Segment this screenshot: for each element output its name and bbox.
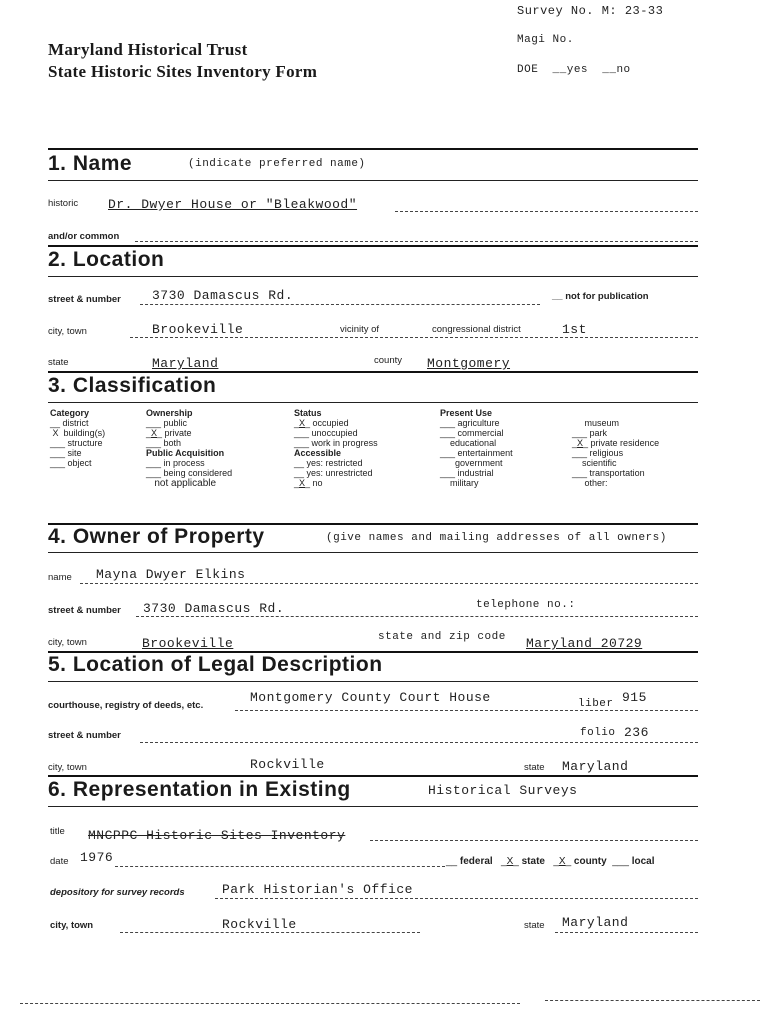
check-item: _X_ private [146,428,192,438]
section6-heading-tail: Historical Surveys [428,783,578,798]
check-item: ___ commercial [440,428,504,438]
check-item: ___ park [572,428,608,438]
survey-title-label: title [50,826,65,837]
status-column: Status _X_ occupied ___ unoccupied ___ work in progress Accessible __ yes: restricted __ yes: unrestricted _X_ no [294,408,378,488]
depository-state-label: state [524,920,545,931]
depository-value: Park Historian's Office [222,882,413,897]
section5-heading: 5. Location of Legal Description [48,653,383,676]
street-value: 3730 Damascus Rd. [152,288,294,303]
section3-heading: 3. Classification [48,374,217,397]
historic-value: Dr. Dwyer House or "Bleakwood" [108,197,358,212]
courthouse-value: Montgomery County Court House [250,690,491,705]
check-item: ___ religious [572,448,624,458]
magi-number-label: Magi No. [517,34,574,46]
check-item: not applicable [154,478,217,489]
section1-heading: 1. Name [48,152,133,175]
section6-heading: 6. Representation in Existing [48,778,351,801]
legal-state-label: state [524,762,545,773]
legal-street-label: street & number [48,730,121,741]
check-item: _X_ no [294,478,323,488]
folio-label: folio [580,727,616,739]
check-item: ___ unoccupied [294,428,358,438]
check-item: __ yes: restricted [294,458,363,468]
survey-date-label: date [50,856,69,867]
check-item: ___ site [50,448,82,458]
vicinity-label: vicinity of [340,324,380,335]
section4-note: (give names and mailing addresses of all owners) [326,532,667,544]
check-item: ___ object [50,458,92,468]
survey-level-checks: __ federal _X_ state _X_ county ___ local [446,856,655,867]
owner-name-label: name [48,572,72,583]
check-item: ___ both [146,438,182,448]
state-zip-label: state and zip code [378,631,506,643]
check-item: ___ work in progress [294,438,378,448]
depository-city-value: Rockville [222,917,297,932]
owner-street-value: 3730 Damascus Rd. [143,601,285,616]
check-item: ___ public [146,418,188,428]
check-item: ___ industrial [440,468,494,478]
present-use-column1: Present Use ___ agriculture ___ commercial educational ___ entertainment government ___ industrial military [440,408,513,488]
category-column: Category __ district X building(s) ___ structure ___ site ___ object [50,408,106,468]
county-label: county [374,355,402,366]
owner-name-value: Mayna Dwyer Elkins [96,567,246,582]
owner-street-label: street & number [48,605,121,616]
not-for-publication: __ not for publication [552,291,649,302]
check-item: scientific [582,458,617,468]
historic-label: historic [48,198,79,209]
depository-city-label: city, town [50,920,94,931]
survey-number: Survey No. M: 23-33 [517,4,664,18]
state-zip-value: Maryland 20729 [526,636,643,651]
legal-city-value: Rockville [250,757,325,772]
legal-city-label: city, town [48,762,87,773]
ownership-column: Ownership ___ public _X_ private ___ both Public Acquisition ___ in process ___ being considered not applicable [146,408,233,489]
check-item: ___ transportation [572,468,645,478]
courthouse-label: courthouse, registry of deeds, etc. [48,700,204,711]
check-item: __ yes: unrestricted [294,468,373,478]
form-title-line1: Maryland Historical Trust [48,40,248,59]
legal-state-value: Maryland [562,759,629,774]
check-item: government [455,458,503,468]
city-label: city, town [48,326,87,337]
liber-label: liber [578,698,614,710]
survey-date-value: 1976 [80,850,114,865]
check-item: military [450,478,479,488]
present-use-column2 [572,408,659,488]
liber-value: 915 [622,690,647,705]
congressional-value: 1st [562,322,587,337]
check-item: museum [584,418,620,428]
check-item: _X_ occupied [294,418,349,428]
section2-heading: 2. Location [48,248,165,271]
doe-field: DOE __yes __no [517,64,631,76]
check-item: ___ being considered [146,468,233,478]
owner-city-value: Brookeville [142,636,234,651]
city-value: Brookeville [152,322,244,337]
state-value: Maryland [152,356,219,371]
telephone-label: telephone no.: [476,599,576,611]
check-item: ___ agriculture [440,418,500,428]
depository-state-value: Maryland [562,915,629,930]
check-item: educational [450,438,497,448]
check-item: ___ entertainment [440,448,513,458]
section1-note: (indicate preferred name) [188,158,366,170]
check-item: ___ in process [146,458,205,468]
common-label: and/or common [48,231,120,242]
county-value: Montgomery [427,356,511,371]
owner-city-label: city, town [48,637,87,648]
check-item: __ district [50,418,89,428]
section4-heading: 4. Owner of Property [48,525,265,548]
depository-label: depository for survey records [50,887,185,898]
check-item: ___ structure [50,438,103,448]
street-label: street & number [48,294,121,305]
check-item: X building(s) [52,428,106,438]
congressional-label: congressional district [432,324,521,335]
check-item: _X_ private residence [572,438,660,448]
check-item: other: [584,478,608,488]
state-label: state [48,357,69,368]
folio-value: 236 [624,725,649,740]
survey-title-value: MNCPPC Historic Sites Inventory [88,828,346,843]
form-title-line2: State Historic Sites Inventory Form [48,62,318,81]
